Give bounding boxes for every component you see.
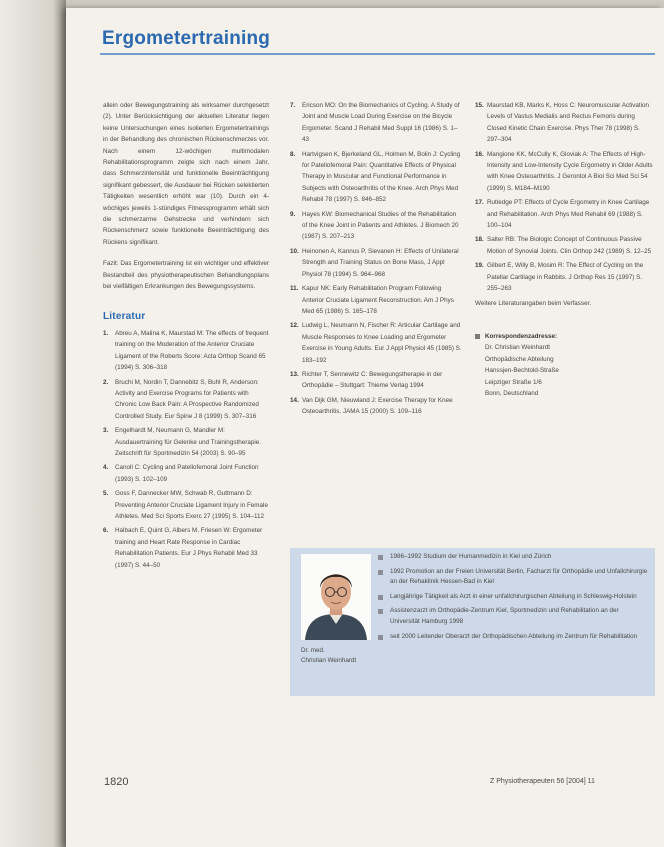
reference-number: 12. [290,322,299,330]
square-bullet-icon [475,334,480,339]
reference-item [290,209,462,243]
reference-number: 3. [103,427,109,435]
reference-item [103,488,269,522]
reference-number: 9. [290,210,296,218]
photo-caption [301,646,381,666]
reference-item [475,260,655,294]
reference-number: 18. [475,236,484,244]
reference-number: 17. [475,199,484,207]
address-line: Hanssjen-Bechtold-Straße [485,367,559,375]
correspondence-address [475,342,655,399]
reference-number: 13. [290,370,299,378]
header-divider [100,53,655,55]
reference-number: 1. [103,329,109,337]
reference-item [103,525,269,571]
reference-list-3 [475,100,655,295]
reference-item [103,328,269,374]
reference-text: Heinonen A, Kannus P, Sievanen H: Effects of Unilateral Strength and Training Status on Bone Mass, J Appl Physiol 78 (1994) S. 964–968 [302,247,459,278]
address-line: Dr. Christian Weinhardt [485,344,550,352]
reference-number: 15. [475,102,484,109]
reference-text: Bruchi M, Nordin T, Dannebitz S, Buhl R, Anderson: Activity and Exercise Programs for Patients with Chronic Low Back Pain: A Prospective Randomized Controlled Study. Eur Spine J 8 (1999) S. 307–316 [115,378,259,420]
reference-item [103,377,269,423]
correspondence-heading [475,331,655,342]
fazit-paragraph: Fazit: Das Ergometertraining ist ein wichtiger und effektiver Bestandteil des physiotherapeutischen Behandlungsplans bei vielfältigen Erkrankungen des Bewegungssystems. [103,260,269,291]
reference-number: 2. [103,378,109,386]
square-bullet-icon [378,570,383,575]
reference-item [290,149,462,206]
reference-text: Halbach E, Quint G, Albers M, Friesen W: Ergometer training and Heart Rate Response in Cardiac Rehabilitation Patients. Eur J Phys Rehabil Med 33 (1997) S. 44–50 [115,527,263,569]
journal-reference: Z Physiotherapeuten 56 [2004] 11 [490,778,595,785]
scan-shadow [0,0,66,847]
reference-text: Ludwig L, Neumann N, Fischer R: Articular Cartilage and Muscle Responses to Knee Loading and Ergometer Exercise in Young Adults. Eur J Appl Physiol 45 (1985) S. 183–192 [302,322,462,364]
reference-number: 7. [290,102,296,109]
author-portrait-image [301,554,371,640]
page-number: 1820 [104,776,129,788]
square-bullet-icon [378,595,383,600]
bio-item [378,552,650,563]
column-right [475,100,655,399]
reference-text: Canoll C: Cycling and Patellofemoral Joint Function (1993) S. 102–109 [115,464,259,483]
reference-list-2 [290,100,462,418]
reference-number: 8. [290,150,296,158]
reference-item [290,320,462,366]
reference-item [290,283,462,317]
reference-item [290,395,462,418]
address-line: Orthopädische Abteilung [485,355,554,363]
reference-number: 19. [475,262,484,270]
caption-line: Dr. med. [301,647,325,654]
intro-text [103,100,269,293]
reference-text: Mangione KK, McCully K, Gloviak A: The Effects of High-Intensity and Low-Intensity Cycle Ergometry in Older Adults with Knee Osteoarthritis. J Gerontol A Biol Sci Med Sci 54 (1999) S. M184–M190 [487,150,653,192]
reference-item [475,149,655,195]
reference-item [290,246,462,280]
bio-item [378,592,650,603]
address-line: Leipziger Straße 1/6 [485,378,542,386]
bio-item [378,632,650,643]
author-bio-list [378,552,650,646]
page-title: Ergometertraining [102,28,271,49]
column-middle [290,100,462,421]
bio-item-text: 1992 Promotion an der Freien Universität Berlin, Facharzt für Orthopädie und Unfallchirurgie an der Rehaklinik Hessen-Bad in Kiel [390,567,648,586]
reference-text: Van Dijk GM, Nieuwland J: Exercise Therapy for Knee Osteoarthritis. JAMA 15 (2000) S. 109–116 [302,396,453,416]
square-bullet-icon [378,555,383,560]
reference-item [103,425,269,459]
square-bullet-icon [378,609,383,614]
reference-list-1 [103,328,269,571]
square-bullet-icon [378,635,383,640]
reference-number: 16. [475,150,484,158]
reference-item [475,234,655,257]
bio-item-text: 1986–1992 Studium der Humanmedizin in Kiel und Zürich [390,553,552,560]
reference-number: 5. [103,490,109,498]
address-line: Bonn, Deutschland [485,389,539,397]
reference-number: 11. [290,285,299,293]
bio-item [378,567,650,588]
reference-number: 4. [103,464,109,472]
reference-item [290,100,462,146]
reference-number: 14. [290,396,299,404]
reference-text: Goss F, Dannecker MW, Schwab R, Guttmann D: Preventing Anterior Cruciate Ligament Injury in Female Athletes. Med Sci Sports Exerc 27 (1995) S. 104–112 [115,490,268,520]
reference-text: Kapur NK: Early Rehabilitation Program Following Anterior Cruciate Ligament Reconstruction. Am J Phys Med 65 (1986) S. 165–178 [302,285,454,315]
reference-item [103,462,269,485]
bio-item-text: seit 2000 Leitender Oberarzt der Orthopädischen Abteilung im Zentrum für Rehabilitation [390,632,638,640]
bio-item [378,606,650,627]
references-note: Weitere Literaturangaben beim Verfasser. [475,299,592,307]
intro-paragraph: allein oder Bewegungstraining als wirksamer durchgesetzt (2). Unter Berücksichtigung der aktuellen Literatur liegen keine Untersuchungen eines isolierten Ergometertrainings in der Behandlung des chronischen Rückenschmerzes vor. Nach einem 12-wöchigen multimodalen Rehabilitationsprogramm zeigte sich nach einem Jahr, dass Schmerzintensität und funktionelle Beeinträchtigung signifikant gebessert, die Ausdauer bei Rücken selektierten Tätigkeiten wesentlich erhöht war (10). Durch ein 4-wöchiges jeweils 1-stündiges Fitnessprogramm erhält sich die schmerzarme Gehstrecke und verhindern sich Rückenschmerz sowie funktionelle Beeinträchtigung des Rückens signifikant. [103,102,269,246]
correspondence-title: Korrespondenzadresse: [485,332,558,340]
reference-text: Hayes KW: Biomechanical Studies of the Rehabilitation of the Knee Joint in Patients and Athletes. J Biomech 20 (1987) S. 207–213 [302,210,459,241]
reference-item [475,100,655,146]
reference-item [475,197,655,231]
column-left [103,100,269,574]
reference-text: Maurstad KB, Marks K, Hoss C: Neuromuscular Activation Levels of Vastus Medialis and Rectus Femoris during Closed Kinetic Chain Exercise. Phys Ther 78 (1998) S. 297–304 [487,102,650,144]
reference-number: 6. [103,527,109,535]
reference-number: 10. [290,247,299,255]
reference-text: Richter T, Sennewitz C: Bewegungstherapie in der Orthopädie – Stuttgart: Thieme Verlag 1994 [302,370,443,390]
caption-line: Christian Weinhardt [301,657,357,664]
reference-item [290,369,462,392]
bio-item-text: Assistenzarzt im Orthopädie-Zentrum Kiel, Sportmedizin und Rehabilitation an der Universität Hamburg 1998 [390,607,619,625]
literature-heading: Literatur [103,310,146,322]
author-photo [301,554,371,640]
reference-text: Hartvigsen K, Bjerkeland GL, Holmen M, Bolin J: Cycling for Patellofemoral Pain: Quantitative Effects of Physical Therapy in Muscular and Functional Performance in Subjects with Osteoarthritis of the Knee. Arch Phys Med Rehabil 78 (1997) S. 846–852 [302,150,461,204]
reference-text: Gilbert E, Willy B, Mosim R: The Effect of Cycling on the Patellar Cartilage in Rabbits. J Orthop Res 15 (1997) S. 255–263 [487,262,644,293]
reference-text: Engelhardt M, Neumann G, Mandler M: Ausdauertraining für Gelenke und Trainingstherapie. Zeitschrift für Sportmedizin 54 (2003) S. 90–95 [115,427,261,457]
reference-text: Rutledge PT: Effects of Cycle Ergometry in Knee Cartilage and Rehabilitation. Arch Phys Med Rehabil 69 (1988) S. 100–104 [487,199,650,230]
reference-text: Abreu A, Malina K, Maurstad M: The effects of frequent training on the Moderation of the Anterior Cruciate Ligament of the Roberts Score: Acta Orthop Scand 65 (1994) S. 306–318 [115,329,269,372]
bio-item-text: Langjährige Tätigkeit als Arzt in einer unfallchirurgischen Abteilung in Schleswig-Holstein [390,592,637,600]
reference-text: Salter RB: The Biologic Concept of Continuous Passive Motion of Synovial Joints. Clin Orthop 242 (1989) S. 12–25 [487,236,652,255]
reference-text: Ericson MO: On the Biomechanics of Cycling. A Study of Joint and Muscle Load During Exercise on the Bicycle Ergometer. Scand J Rehabil Med Suppl 16 (1986) S. 1–43 [302,102,460,144]
